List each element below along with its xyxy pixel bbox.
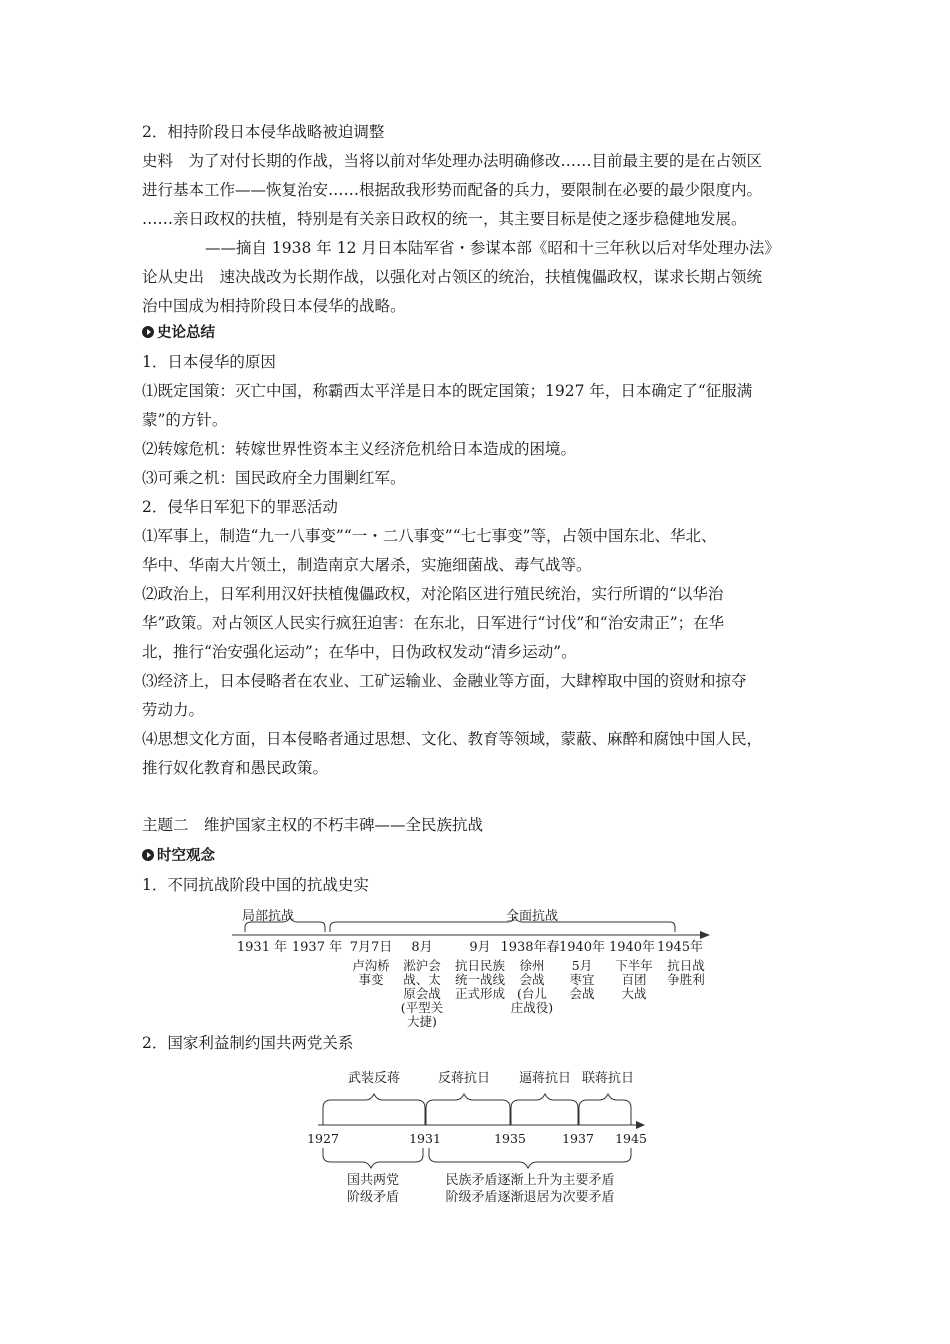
timeline-tick-label: 1945年 <box>656 940 704 955</box>
timeline-event-line: 正式形成 <box>454 986 506 1001</box>
timeline-tick-label: 7月7日 <box>349 940 393 955</box>
list-item: 推行奴化教育和愚民政策。 <box>142 759 329 777</box>
timeline-event-line: 抗日民族 <box>454 958 506 973</box>
brace-armed-struggle <box>323 1094 425 1125</box>
timeline-event-line: 徐州 <box>519 958 545 973</box>
timeline-event-line: 统一战线 <box>454 972 506 987</box>
timeline-event-line: 百团 <box>621 972 647 987</box>
contradiction-label: 国共两党 <box>346 1173 400 1188</box>
subheading: 1．日本侵华的原因 <box>142 353 276 371</box>
list-item: ⑷思想文化方面，日本侵略者通过思想、文化、教育等领域，蒙蔽、麻醉和腐蚀中国人民， <box>142 730 763 748</box>
timeline-event-line: 淞沪会 <box>403 958 441 973</box>
list-item: 劳动力。 <box>142 701 205 719</box>
theme-title: 主题二 维护国家主权的不朽丰碑——全民族抗战 <box>142 816 484 834</box>
year-label: 1935 <box>494 1131 526 1146</box>
timeline-tick-label: 1938年春 <box>500 940 560 955</box>
year-label: 1945 <box>615 1131 647 1146</box>
brace-unite-chiang <box>579 1094 631 1125</box>
list-item: ⑵转嫁危机：转嫁世界性资本主义经济危机给日本造成的困境。 <box>142 440 577 458</box>
list-item: 华中、华南大片领土，制造南京大屠杀，实施细菌战、毒气战等。 <box>142 556 592 574</box>
year-label: 1937 <box>562 1131 594 1146</box>
list-item: ⑶可乘之机：国民政府全力围剿红军。 <box>142 469 406 487</box>
source-text-line: 史料 为了对付长期的作战，当将以前对华处理办法明确修改……目前最主要的是在占领区 <box>142 152 763 170</box>
brace-national-contradiction <box>429 1148 631 1168</box>
timeline-event-line: 卢沟桥 <box>352 958 390 973</box>
timeline-event-line: 庄战役) <box>510 1000 554 1015</box>
timeline-tick-label: 9月 <box>469 940 491 955</box>
timeline-tick-label: 1940年 <box>558 940 606 955</box>
list-item: ⑴既定国策：灭亡中国，称霸西太平洋是日本的既定国策；1927 年，日本确定了“征服满 <box>142 382 753 400</box>
period-label: 逼蒋抗日 <box>518 1071 572 1086</box>
contradiction-label: 民族矛盾逐渐上升为主要矛盾 <box>445 1173 615 1188</box>
list-item: ⑵政治上，日军利用汉奸扶植傀儡政权，对沦陷区进行殖民统治，实行所谓的“以华治 <box>142 585 724 603</box>
timeline-event-line: 下半年 <box>615 958 653 973</box>
brace-label-local: 局部抗战 <box>241 909 295 924</box>
section-heading: 2．相持阶段日本侵华战略被迫调整 <box>142 123 385 141</box>
list-item: ⑶经济上，日本侵略者在农业、工矿运输业、金融业等方面，大肆榨取中国的资财和掠夺 <box>142 672 747 690</box>
timeline-event-line: 会战 <box>569 986 595 1001</box>
arrow-head-icon <box>636 1121 645 1129</box>
timeline-event-line: 大捷) <box>407 1014 437 1029</box>
brace-force-chiang <box>511 1094 578 1125</box>
timeline-tick-label: 1940年 <box>608 940 656 955</box>
section-heading-spacetime: 时空观念 <box>142 845 822 867</box>
timeline-tick-label: 1937 年 <box>291 940 343 955</box>
contradiction-label: 阶级矛盾 <box>346 1190 400 1205</box>
year-label: 1931 <box>409 1131 441 1146</box>
subheading: 1．不同抗战阶段中国的抗战史实 <box>142 876 369 894</box>
source-text-line: ……亲日政权的扶植，特别是有关亲日政权的统一，其主要目标是使之逐步稳健地发展。 <box>142 210 747 228</box>
conclusion-line: 治中国成为相持阶段日本侵华的战略。 <box>142 297 406 315</box>
list-item: ⑴军事上，制造“九一八事变”“一・二八事变”“七七事变”等，占领中国东北、华北、 <box>142 527 717 545</box>
timeline-event-line: 抗日战 <box>667 958 705 973</box>
year-label: 1927 <box>307 1131 339 1146</box>
period-label: 武装反蒋 <box>347 1071 401 1086</box>
period-label: 联蒋抗日 <box>581 1071 635 1086</box>
timeline-event-line: 会战 <box>519 972 545 987</box>
contradiction-label: 阶级矛盾逐渐退居为次要矛盾 <box>445 1190 615 1205</box>
summary-heading: 史论总结 <box>142 322 822 344</box>
timeline-event-line: 5月 <box>571 958 593 973</box>
timeline-event-line: 争胜利 <box>667 972 705 987</box>
subheading: 2．侵华日军犯下的罪恶活动 <box>142 498 338 516</box>
timeline-tick-label: 1931 年 <box>236 940 288 955</box>
timeline-event-line: 战、太 <box>403 972 441 987</box>
brace-label-full: 全面抗战 <box>505 909 559 924</box>
timeline-event-line: 原会战 <box>403 986 441 1001</box>
list-item: 蒙”的方针。 <box>142 411 228 429</box>
brace-class-contradiction <box>323 1148 423 1168</box>
source-text-line: 进行基本工作——恢复治安……根据敌我形势而配备的兵力，要限制在必要的最少限度内。 <box>142 181 763 199</box>
timeline-event-line: (台儿 <box>517 986 547 1001</box>
timeline-event-line: (平型关 <box>400 1000 444 1015</box>
brace-anti-chiang <box>426 1094 510 1125</box>
timeline-tick-label: 8月 <box>411 940 433 955</box>
list-item: 华”政策。对占领区人民实行疯狂迫害：在东北，日军进行“讨伐”和“治安肃正”；在华 <box>142 614 725 632</box>
subheading: 2．国家利益制约国共两党关系 <box>142 1034 354 1052</box>
conclusion-line: 论从史出 速决战改为长期作战，以强化对占领区的统治，扶植傀儡政权，谋求长期占领统 <box>142 268 763 286</box>
period-label: 反蒋抗日 <box>437 1071 491 1086</box>
timeline-event-line: 大战 <box>621 986 647 1001</box>
list-item: 北，推行“治安强化运动”；在华中，日伪政权发动“清乡运动”。 <box>142 643 577 661</box>
source-citation: ——摘自 1938 年 12 月日本陆军省・参谋本部《昭和十三年秋以后对华处理办法》 <box>205 239 780 257</box>
timeline-event-line: 枣宜 <box>569 972 595 987</box>
timeline-event-line: 事变 <box>358 972 384 987</box>
